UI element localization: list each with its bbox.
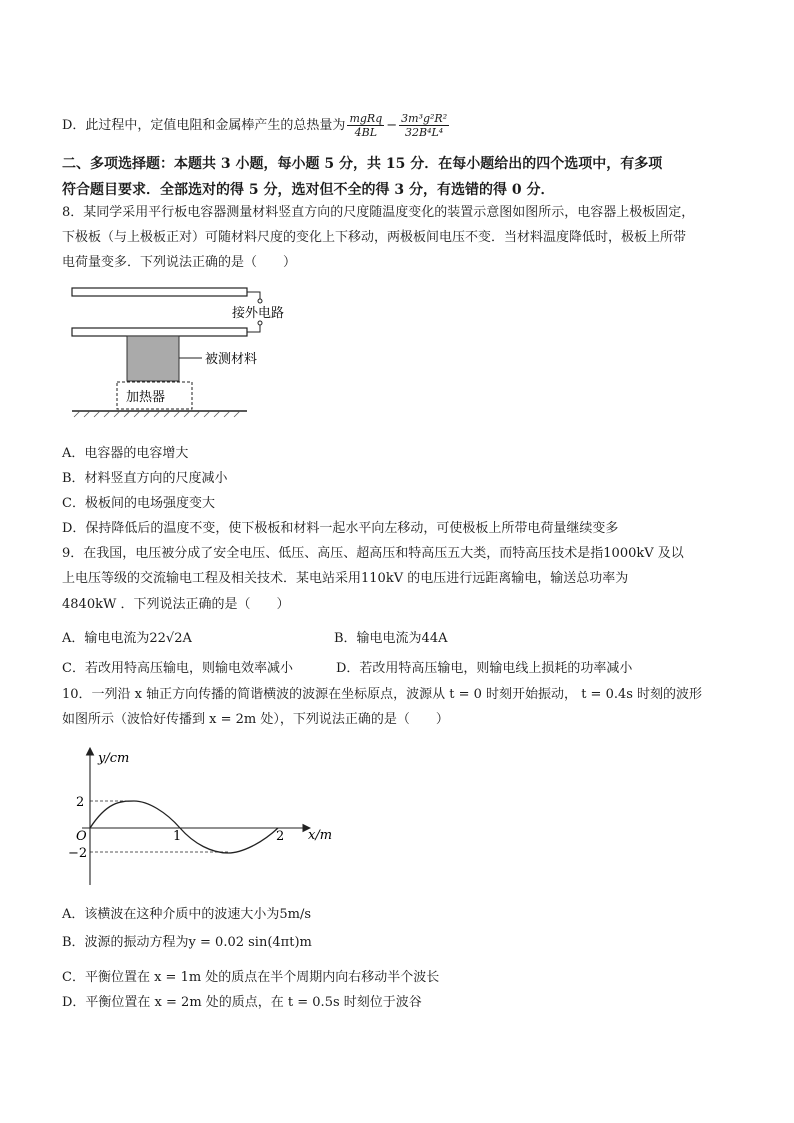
q9-stem-line-3: 4840kW ．下列说法正确的是（ ） xyxy=(62,597,290,612)
option-d-q7 xyxy=(62,112,451,139)
q9-stem-line-2: 上电压等级的交流输电工程及相关技术．某电站采用110kV 的电压进行远距离输电，输送总功率为 xyxy=(62,571,629,586)
origin-label: O xyxy=(76,829,87,844)
q9-option-a: A．输电电流为22√2A xyxy=(62,631,192,646)
wave-graph xyxy=(62,740,352,890)
q8-option-a: A．电容器的电容增大 xyxy=(62,446,189,461)
section-heading-line-2: 符合题目要求．全部选对的得 5 分，选对但不全的得 3 分，有选错的得 0 分． xyxy=(62,182,555,198)
q8-stem-line-2: 下极板（与上极板正对）可随材料尺度的变化上下移动，两极板间电压不变．当材料温度降低时，极板上所带 xyxy=(62,230,687,245)
q8-option-d: D．保持降低后的温度不变，使下极板和材料一起水平向左移动，可使极板上所带电荷量继续变多 xyxy=(62,521,619,536)
label-heater: 加热器 xyxy=(126,390,166,405)
q8-stem-line-1: 8．某同学采用平行板电容器测量材料竖直方向的尺度随温度变化的装置示意图如图所示，电容器上极板固定， xyxy=(62,205,695,220)
tick-x-2: 2 xyxy=(276,829,285,844)
tick-x-1: 1 xyxy=(173,829,182,844)
q9-stem-line-1: 9．在我国，电压被分成了安全电压、低压、高压、超高压和特高压五大类，而特高压技术是指1000kV 及以 xyxy=(62,546,684,561)
q10-option-b: B．波源的振动方程为y = 0.02 sin(4πt)m xyxy=(62,935,312,950)
q10-option-c: C．平衡位置在 x = 1m 处的质点在半个周期内向右移动半个波长 xyxy=(62,970,440,985)
material-block xyxy=(127,336,179,381)
wire-lower xyxy=(247,325,260,332)
wire-upper xyxy=(247,292,260,299)
tick-y-negative: −2 xyxy=(68,846,88,861)
minus-sign: − xyxy=(386,118,398,133)
section-heading-line-1: 二、多项选择题：本题共 3 小题，每小题 5 分，共 15 分．在每小题给出的四个选项中，有多项 xyxy=(62,156,663,172)
wave-curve xyxy=(90,801,278,853)
q10-option-a: A．该横波在这种介质中的波速大小为5m/s xyxy=(62,907,312,922)
capacitor-diagram xyxy=(62,283,312,423)
fraction-1-numerator: mgRq xyxy=(349,112,383,125)
q9-option-c: C．若改用特高压输电，则输电效率减小 xyxy=(62,661,293,676)
q8-option-c: C．极板间的电场强度变大 xyxy=(62,496,215,511)
upper-plate xyxy=(72,288,247,296)
q9-option-d: D．若改用特高压输电，则输电线上损耗的功率减小 xyxy=(336,661,633,676)
fraction-1-denominator: 4BL xyxy=(354,126,378,139)
y-axis-label: y/cm xyxy=(98,751,130,766)
fraction-2-denominator: 32B⁴L⁴ xyxy=(405,126,444,139)
terminal-upper xyxy=(258,299,262,303)
fraction-2-numerator: 3m³g²R² xyxy=(401,112,448,125)
q8-option-b: B．材料竖直方向的尺度减小 xyxy=(62,471,228,486)
q10-stem-line-1: 10．一列沿 x 轴正方向传播的简谐横波的波源在坐标原点，波源从 t = 0 时刻开始振动， t = 0.4s 时刻的波形 xyxy=(62,687,703,702)
x-axis-label: x/m xyxy=(308,828,333,843)
fraction-1 xyxy=(347,112,384,139)
q8-stem-line-3: 电荷量变多．下列说法正确的是（ ） xyxy=(62,255,297,270)
label-material: 被测材料 xyxy=(205,352,258,367)
label-external-circuit: 接外电路 xyxy=(232,306,285,321)
q9-option-b: B．输电电流为44A xyxy=(334,631,448,646)
ground-hatching xyxy=(74,411,240,417)
fraction-2 xyxy=(399,112,449,139)
lower-plate xyxy=(72,328,247,336)
q10-stem-line-2: 如图所示（波恰好传播到 x = 2m 处），下列说法正确的是（ ） xyxy=(62,712,449,727)
option-d-q7-text: D．此过程中，定值电阻和金属棒产生的总热量为 xyxy=(62,118,346,133)
tick-y-positive: 2 xyxy=(76,795,85,810)
q10-option-d: D．平衡位置在 x = 2m 处的质点，在 t = 0.5s 时刻位于波谷 xyxy=(62,995,422,1010)
terminal-lower xyxy=(258,321,262,325)
